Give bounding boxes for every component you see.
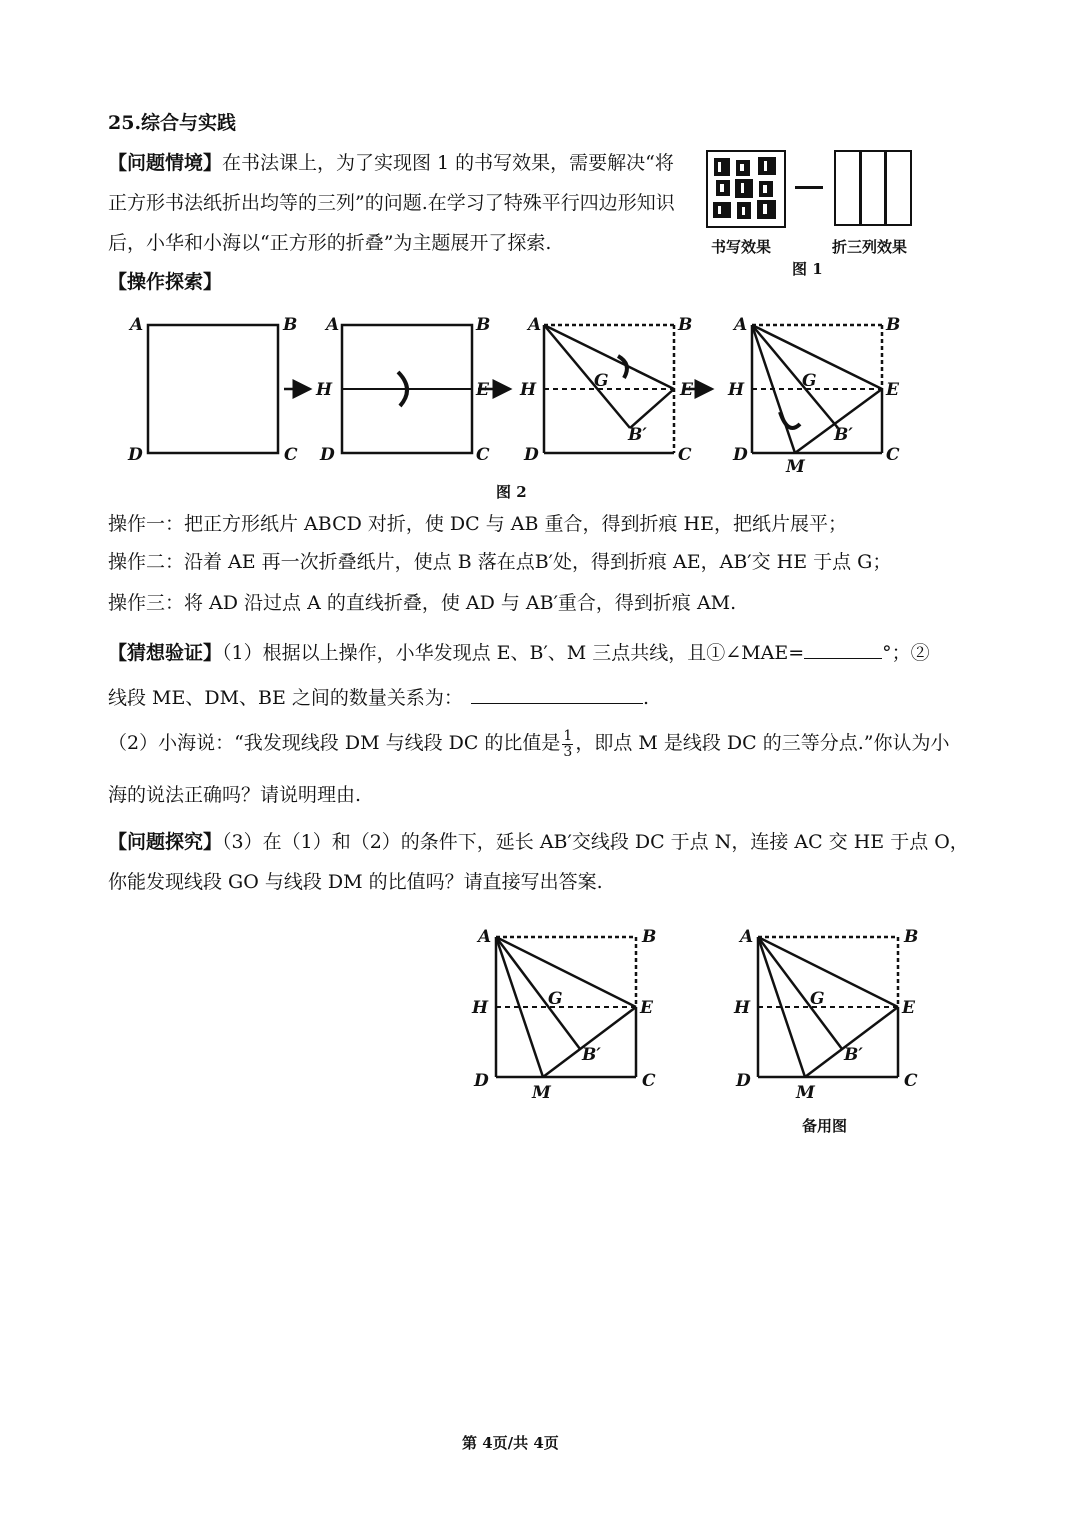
conj-line-4: 海的说法正确吗？请说明理由. bbox=[108, 784, 362, 806]
relation-answer-blank[interactable] bbox=[471, 684, 643, 704]
inquiry-line-1 bbox=[108, 833, 969, 852]
q2-text-a: （2）小海说：“我发现线段 DM 与线段 DC 的比值是 bbox=[108, 732, 561, 755]
situation-line-3: 后，小华和小海以“正方形的折叠”为主题展开了探索. bbox=[108, 232, 552, 254]
label-b: B bbox=[678, 315, 693, 335]
fig2-caption: 图 2 bbox=[496, 483, 527, 501]
situation-tag: 【问题情境】 bbox=[108, 152, 223, 174]
label-h: H bbox=[734, 998, 751, 1018]
q1-text-a: （1）根据以上操作，小华发现点 E、B′、M 三点共线，且①∠MAE= bbox=[222, 642, 805, 664]
label-a: A bbox=[478, 927, 492, 947]
label-c: C bbox=[476, 445, 490, 465]
label-bprime: B′ bbox=[844, 1045, 863, 1065]
label-g: G bbox=[594, 371, 609, 391]
label-d: D bbox=[736, 1071, 751, 1091]
label-c: C bbox=[284, 445, 298, 465]
fraction-denominator: 3 bbox=[563, 743, 573, 760]
label-h: H bbox=[728, 380, 745, 400]
label-b: B bbox=[886, 315, 901, 335]
label-a: A bbox=[740, 927, 754, 947]
label-b: B bbox=[642, 927, 657, 947]
inquiry-line-2: 你能发现线段 GO 与线段 DM 的比值吗？请直接写出答案. bbox=[108, 871, 603, 893]
label-h: H bbox=[520, 380, 537, 400]
label-b: B bbox=[283, 315, 298, 335]
angle-answer-blank[interactable] bbox=[804, 639, 882, 659]
label-e: E bbox=[476, 380, 489, 400]
fraction-one-third bbox=[562, 729, 573, 759]
question-number: 25.综合与实践 bbox=[108, 112, 237, 134]
conj-line-2 bbox=[108, 684, 649, 708]
label-e: E bbox=[680, 380, 693, 400]
q3-text-a: （3）在（1）和（2）的条件下，延长 AB′交线段 DC 于点 N，连接 AC 交 HE 于点 O， bbox=[222, 831, 969, 853]
label-e: E bbox=[640, 998, 653, 1018]
label-e: E bbox=[886, 380, 899, 400]
conj-line-1 bbox=[108, 639, 930, 663]
label-e: E bbox=[902, 998, 915, 1018]
label-a: A bbox=[528, 315, 542, 335]
label-a: A bbox=[734, 315, 748, 335]
spare-figure-caption: 备用图 bbox=[802, 1117, 848, 1135]
page-footer: 第 4页/共 4页 bbox=[462, 1434, 559, 1452]
q1-text-c: 线段 ME、DM、BE 之间的数量关系为： bbox=[108, 687, 463, 709]
fig1-caption: 图 1 bbox=[792, 260, 823, 278]
label-h: H bbox=[316, 380, 333, 400]
label-bprime: B′ bbox=[834, 425, 853, 445]
label-a: A bbox=[326, 315, 340, 335]
label-c: C bbox=[886, 445, 900, 465]
fold-arrow-icon bbox=[618, 356, 627, 378]
conj-tag: 【猜想验证】 bbox=[108, 642, 223, 664]
label-m: M bbox=[786, 457, 805, 477]
label-h: H bbox=[472, 998, 489, 1018]
label-m: M bbox=[796, 1083, 815, 1103]
label-bprime: B′ bbox=[582, 1045, 601, 1065]
operation-1: 操作一：把正方形纸片 ABCD 对折，使 DC 与 AB 重合，得到折痕 HE，把纸片展平； bbox=[108, 513, 847, 535]
q1-text-d: . bbox=[642, 687, 649, 709]
fraction-numerator: 1 bbox=[563, 728, 573, 744]
explore-tag: 【操作探索】 bbox=[108, 271, 223, 293]
inquiry-tag: 【问题探究】 bbox=[108, 831, 223, 853]
label-c: C bbox=[642, 1071, 656, 1091]
square-1 bbox=[148, 325, 278, 453]
label-d: D bbox=[128, 445, 143, 465]
situation-line-2: 正方形书法纸折出均等的三列”的问题.在学习了特殊平行四边形知识 bbox=[108, 192, 675, 214]
label-bprime: B′ bbox=[628, 425, 647, 445]
label-d: D bbox=[320, 445, 335, 465]
label-a: A bbox=[130, 315, 144, 335]
q2-text-b: ，即点 M 是线段 DC 的三等分点.”你认为小 bbox=[575, 732, 950, 755]
label-b: B bbox=[476, 315, 491, 335]
label-g: G bbox=[810, 989, 825, 1009]
q1-text-b: °；② bbox=[882, 642, 930, 664]
operation-2: 操作二：沿着 AE 再一次折叠纸片，使点 B 落在点B′处，得到折痕 AE，AB′交 HE 于点 G； bbox=[108, 551, 892, 573]
label-b: B bbox=[904, 927, 919, 947]
situation-text-1: 在书法课上，为了实现图 1 的书写效果，需要解决“将 bbox=[222, 152, 674, 174]
conj-line-3 bbox=[108, 729, 949, 759]
label-g: G bbox=[548, 989, 563, 1009]
fig1-label-right: 折三列效果 bbox=[832, 238, 908, 256]
label-m: M bbox=[532, 1083, 551, 1103]
label-g: G bbox=[802, 371, 817, 391]
label-c: C bbox=[678, 445, 692, 465]
operation-3: 操作三：将 AD 沿过点 A 的直线折叠，使 AD 与 AB′重合，得到折痕 AM. bbox=[108, 592, 737, 614]
label-d: D bbox=[524, 445, 539, 465]
label-c: C bbox=[904, 1071, 918, 1091]
fig1-label-left: 书写效果 bbox=[711, 238, 772, 256]
label-d: D bbox=[474, 1071, 489, 1091]
label-d: D bbox=[733, 445, 748, 465]
